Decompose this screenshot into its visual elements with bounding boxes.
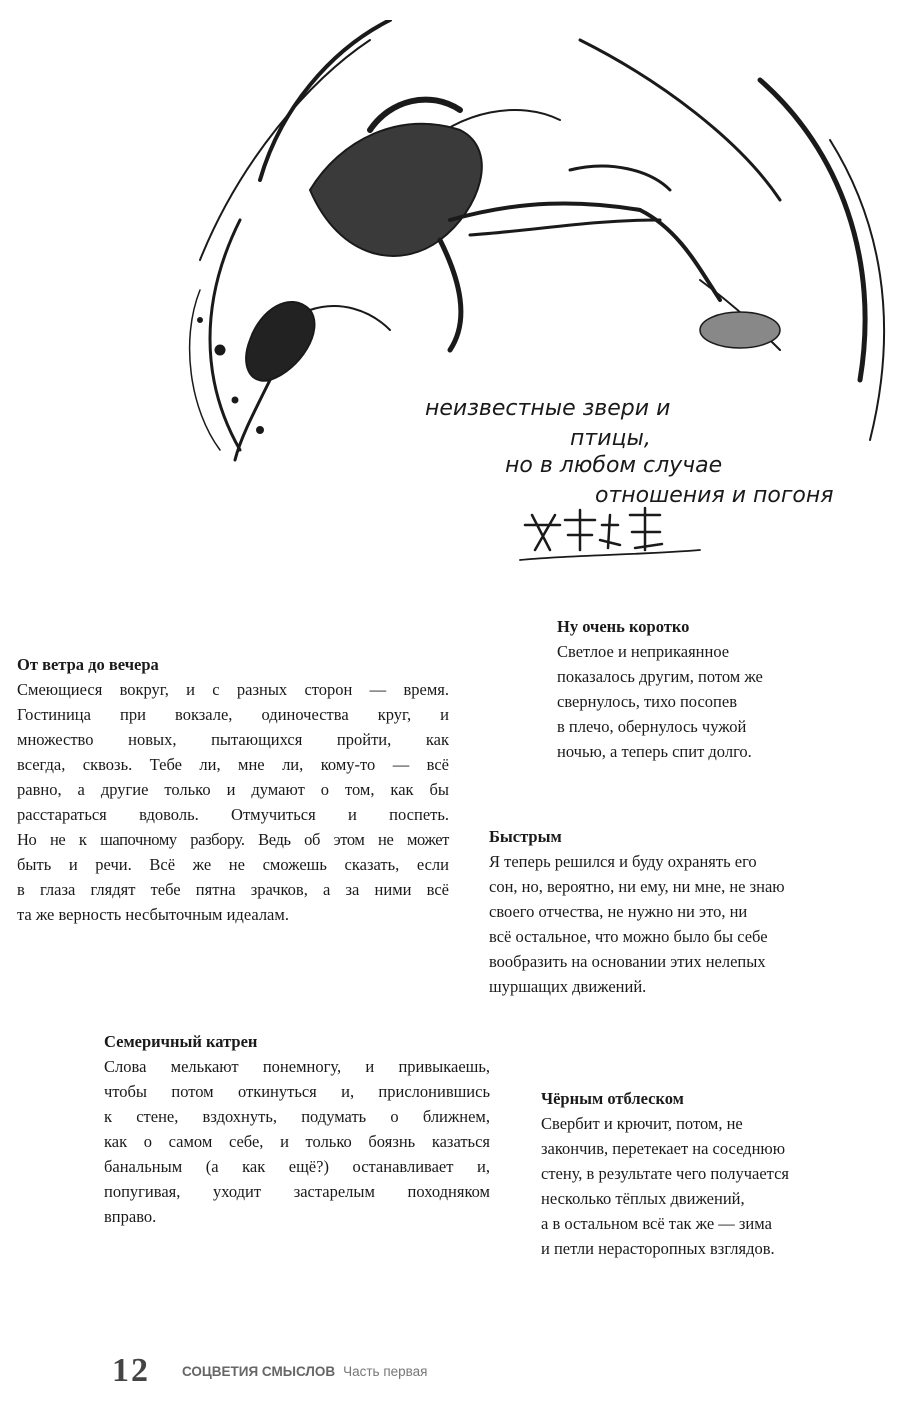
poem-line: стену, в результате чего получается — [541, 1164, 789, 1183]
poem-chernym-otbleskom — [541, 1086, 881, 1261]
poem-ot-vetra-do-vechera — [17, 652, 449, 927]
poem-line: Свербит и крючит, потом, не — [541, 1114, 743, 1133]
poem-line: ночью, а теперь спит долго. — [557, 742, 752, 761]
poem-line: вообразить на основании этих нелепых — [489, 952, 766, 971]
poem-line: несколько тёплых движений, — [541, 1189, 745, 1208]
poem-line: шуршащих движений. — [489, 977, 647, 996]
poem-line: как о самом себе, и только боязнь казаться — [104, 1132, 490, 1151]
poem-title: Чёрным отблеском — [541, 1089, 684, 1108]
handwriting-line-1: неизвестные звери и — [425, 396, 671, 421]
poem-nu-ochen-korotko — [557, 614, 857, 764]
poem-bystrym — [489, 824, 879, 999]
poem-line: показалось другим, потом же — [557, 667, 763, 686]
section-title: СОЦВЕТИЯ СМЫСЛОВ — [182, 1363, 336, 1379]
calligraphy-signature — [520, 508, 700, 560]
poem-line: к стене, вздохнуть, подумать о ближнем, — [104, 1107, 490, 1126]
poem-semerichny-katren — [104, 1029, 490, 1229]
handwriting-line-4: отношения и погоня — [595, 483, 834, 508]
poem-line: свернулось, тихо посопев — [557, 692, 737, 711]
handwriting-line-3: но в любом случае — [505, 453, 723, 478]
poem-line: своего отчества, не нужно ни это, ни — [489, 902, 748, 921]
poem-title: Семеричный катрен — [104, 1032, 258, 1051]
poem-line: множество новых, пытающихся пройти, как — [17, 730, 449, 749]
poem-line: та же верность несбыточным идеалам. — [17, 905, 289, 924]
poem-line: всё остальное, что можно было бы себе — [489, 927, 768, 946]
poem-line: вправо. — [104, 1207, 157, 1226]
page-footer — [112, 1352, 428, 1396]
poem-line: всегда, сквозь. Тебе ли, мне ли, кому-то — всё — [17, 755, 449, 774]
poem-line: Слова мелькают понемногу, и привыкаешь, — [104, 1057, 490, 1076]
poem-line: равно, а другие только и думают о том, как бы — [17, 780, 449, 799]
poem-line: чтобы потом откинуться и, прислонившись — [104, 1082, 490, 1101]
poem-line: сон, но, вероятно, ни ему, ни мне, не знаю — [489, 877, 785, 896]
poem-line: а в остальном всё так же — зима — [541, 1214, 772, 1233]
poem-line: Смеющиеся вокруг, и с разных сторон — время. — [17, 680, 449, 699]
handwriting-line-2: птицы, — [570, 426, 651, 451]
page-number: 12 — [112, 1352, 150, 1389]
ink-creatures-drawing — [140, 20, 900, 580]
poem-title: Ну очень коротко — [557, 617, 690, 636]
poem-line: и петли нерасторопных взглядов. — [541, 1239, 775, 1258]
poem-title: От ветра до вечера — [17, 655, 159, 674]
part-label: Часть первая — [343, 1363, 428, 1379]
poem-line: быть и речи. Всё же не сможешь сказать, если — [17, 855, 449, 874]
poem-line: расстараться вдоволь. Отмучиться и поспеть. — [17, 805, 449, 824]
poem-title: Быстрым — [489, 827, 562, 846]
poem-line: в глаза глядят тебе пятна зрачков, а за ними всё — [17, 880, 449, 899]
poem-line: закончив, перетекает на соседнюю — [541, 1139, 786, 1158]
poem-line: Светлое и неприкаянное — [557, 642, 730, 661]
poem-line: Гостиница при вокзале, одиночества круг, и — [17, 705, 449, 724]
poem-line: в плечо, обернулось чужой — [557, 717, 747, 736]
poem-line: Но не к шапочному разбору. Ведь об этом не может — [17, 830, 449, 849]
ink-illustration — [140, 20, 900, 580]
poem-line: попугивая, уходит застарелым походняком — [104, 1182, 490, 1201]
poem-line: банальным (а как ещё?) останавливает и, — [104, 1157, 490, 1176]
poem-line: Я теперь решился и буду охранять его — [489, 852, 757, 871]
